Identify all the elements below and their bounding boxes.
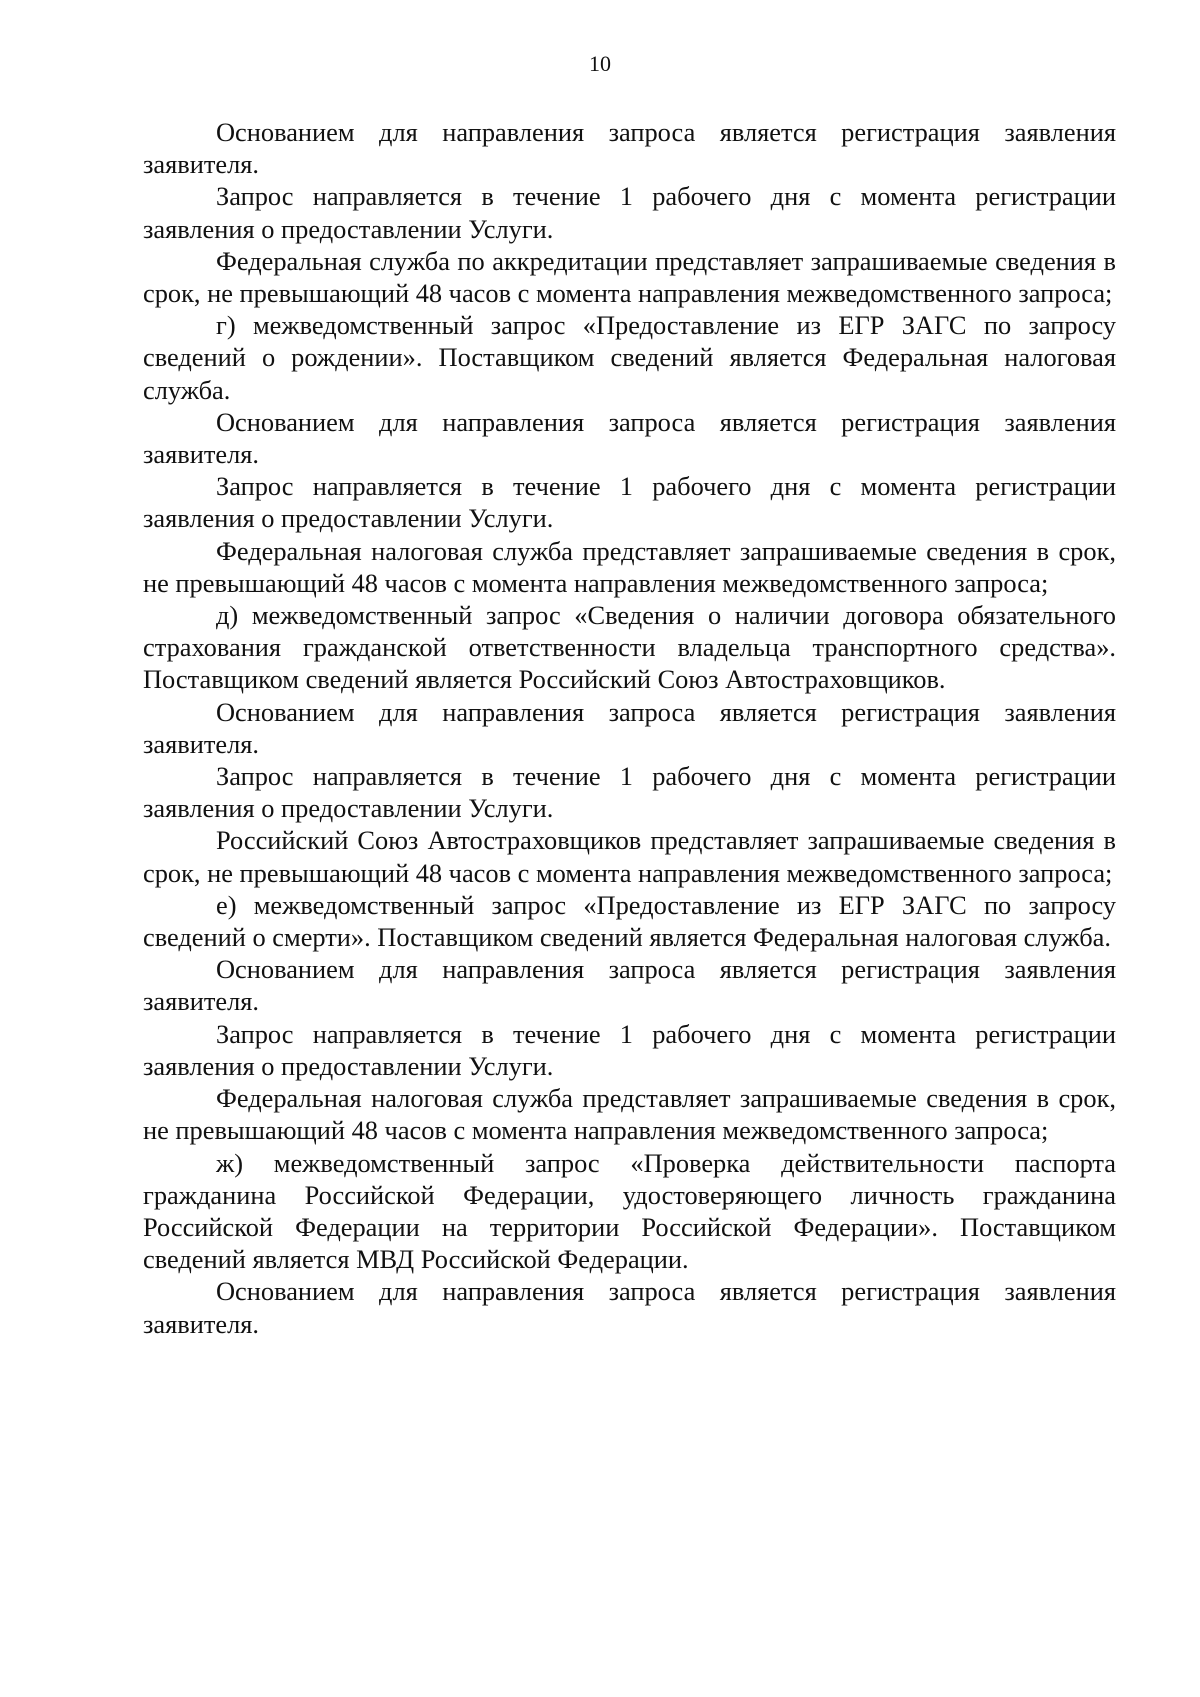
paragraph: Основанием для направления запроса является регистрация заявления заявителя. [143, 954, 1116, 1017]
paragraph: Запрос направляется в течение 1 рабочего дня с момента регистрации заявления о предоставлении Услуги. [143, 471, 1116, 534]
paragraph: Запрос направляется в течение 1 рабочего дня с момента регистрации заявления о предоставлении Услуги. [143, 181, 1116, 244]
paragraph: Основанием для направления запроса является регистрация заявления заявителя. [143, 1276, 1116, 1339]
paragraph-item-d: д) межведомственный запрос «Сведения о наличии договора обязательного страхования гражданской ответственности владельца транспортного средства». Поставщиком сведений является Российский Союз Автостраховщиков. [143, 600, 1116, 695]
paragraph-item-g: г) межведомственный запрос «Предоставление из ЕГР ЗАГС по запросу сведений о рождении». Поставщиком сведений является Федеральная налоговая служба. [143, 310, 1116, 405]
paragraph: Основанием для направления запроса является регистрация заявления заявителя. [143, 696, 1116, 759]
paragraph: Федеральная служба по аккредитации представляет запрашиваемые сведения в срок, не превышающий 48 часов с момента направления межведомственного запроса; [143, 245, 1116, 309]
paragraph-item-e: е) межведомственный запрос «Предоставление из ЕГР ЗАГС по запросу сведений о смерти». Поставщиком сведений является Федеральная налоговая служба. [143, 889, 1116, 953]
paragraph: Основанием для направления запроса является регистрация заявления заявителя. [143, 406, 1116, 470]
paragraph: Федеральная налоговая служба представляет запрашиваемые сведения в срок, не превышающий 48 часов с момента направления межведомственного запроса; [143, 535, 1116, 598]
paragraph: Федеральная налоговая служба представляет запрашиваемые сведения в срок, не превышающий 48 часов с момента направления межведомственного запроса; [143, 1083, 1116, 1146]
document-body [143, 116, 1116, 1340]
page-number: 10 [589, 51, 611, 76]
paragraph: Запрос направляется в течение 1 рабочего дня с момента регистрации заявления о предоставлении Услуги. [143, 1018, 1116, 1081]
paragraph: Основанием для направления запроса является регистрация заявления заявителя. [143, 117, 1116, 180]
paragraph: Запрос направляется в течение 1 рабочего дня с момента регистрации заявления о предоставлении Услуги. [143, 761, 1116, 824]
paragraph-item-zh: ж) межведомственный запрос «Проверка действительности паспорта гражданина Российской Федерации, удостоверяющего личность гражданина Российской Федерации на территории Российской Федерации». Поставщиком сведений является МВД Российской Федерации. [143, 1147, 1116, 1275]
paragraph: Российский Союз Автостраховщиков представляет запрашиваемые сведения в срок, не превышающий 48 часов с момента направления межведомственного запроса; [143, 825, 1116, 888]
